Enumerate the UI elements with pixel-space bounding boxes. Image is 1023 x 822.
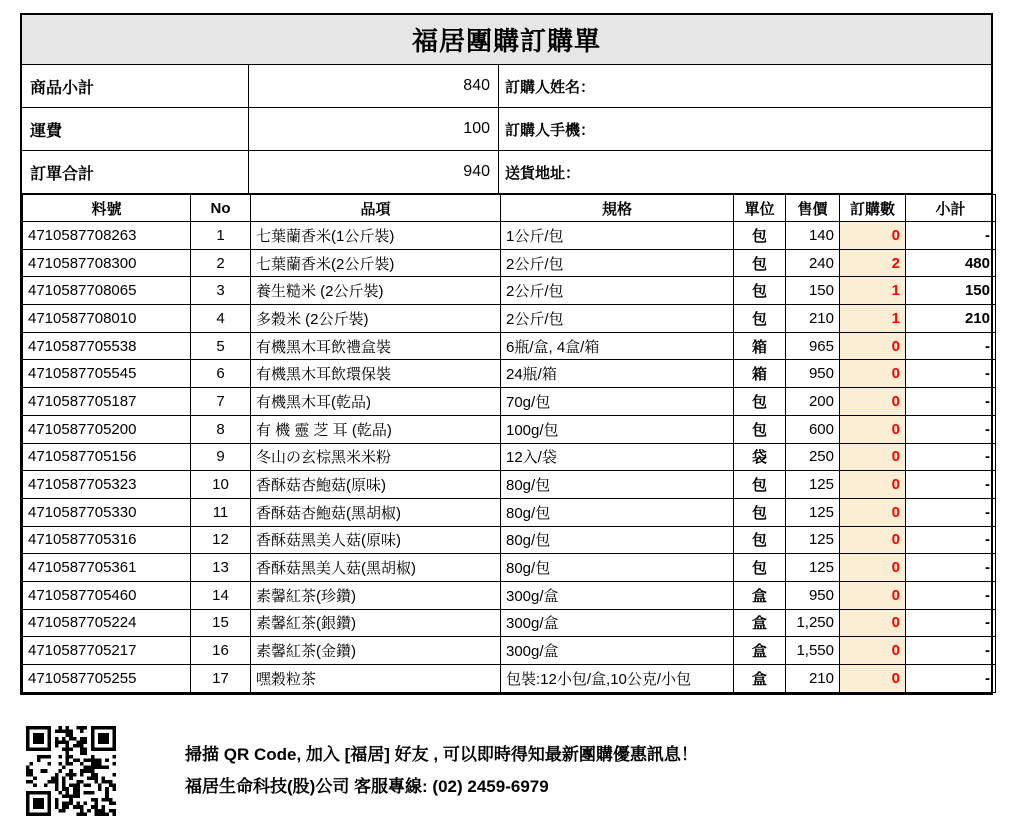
- subtotal-cell: -: [906, 498, 996, 526]
- item-name-cell: 有機黑木耳(乾品): [251, 388, 501, 416]
- spec-cell: 包裝:12小包/盒,10公克/小包: [501, 665, 734, 693]
- row-number-cell: 11: [191, 498, 251, 526]
- price-cell: 140: [786, 222, 840, 250]
- unit-cell: 包: [734, 222, 786, 250]
- subtotal-cell: -: [906, 665, 996, 693]
- qr-code: [26, 726, 116, 816]
- spec-cell: 6瓶/盒, 4盒/箱: [501, 332, 734, 360]
- row-number-cell: 17: [191, 665, 251, 693]
- part-number-cell: 4710587708300: [23, 249, 191, 277]
- subtotal-cell: 210: [906, 305, 996, 333]
- table-row: [23, 305, 996, 333]
- item-name-cell: 嘿穀粒茶: [251, 665, 501, 693]
- unit-cell: 盒: [734, 609, 786, 637]
- unit-cell: 箱: [734, 332, 786, 360]
- form-title: 福居團購訂購單: [22, 15, 991, 65]
- table-row: [23, 526, 996, 554]
- unit-cell: 箱: [734, 360, 786, 388]
- order-qty-cell[interactable]: 0: [840, 332, 906, 360]
- price-cell: 125: [786, 471, 840, 499]
- unit-cell: 包: [734, 471, 786, 499]
- price-cell: 1,550: [786, 637, 840, 665]
- unit-cell: 包: [734, 526, 786, 554]
- shipping-value: 100: [249, 108, 499, 150]
- subtotal-cell: -: [906, 222, 996, 250]
- order-qty-cell[interactable]: 0: [840, 581, 906, 609]
- table-row: [23, 637, 996, 665]
- unit-cell: 包: [734, 249, 786, 277]
- item-name-cell: 七葉蘭香米(2公斤裝): [251, 249, 501, 277]
- order-qty-cell[interactable]: 0: [840, 526, 906, 554]
- subtotal-label: 商品小計: [22, 65, 249, 107]
- table-row: [23, 249, 996, 277]
- spec-cell: 70g/包: [501, 388, 734, 416]
- table-row: [23, 360, 996, 388]
- order-qty-cell[interactable]: 0: [840, 360, 906, 388]
- row-number-cell: 3: [191, 277, 251, 305]
- row-number-cell: 2: [191, 249, 251, 277]
- header-order-qty: 訂購數: [840, 195, 906, 222]
- table-row: [23, 665, 996, 693]
- part-number-cell: 4710587705255: [23, 665, 191, 693]
- spec-cell: 1公斤/包: [501, 222, 734, 250]
- unit-cell: 包: [734, 415, 786, 443]
- spec-cell: 2公斤/包: [501, 249, 734, 277]
- subtotal-cell: -: [906, 332, 996, 360]
- header-part-number: 料號: [23, 195, 191, 222]
- item-name-cell: 香酥菇杏鮑菇(黑胡椒): [251, 498, 501, 526]
- part-number-cell: 4710587705224: [23, 609, 191, 637]
- part-number-cell: 4710587708010: [23, 305, 191, 333]
- row-number-cell: 13: [191, 554, 251, 582]
- order-form: [20, 13, 993, 695]
- row-number-cell: 12: [191, 526, 251, 554]
- spec-cell: 300g/盒: [501, 609, 734, 637]
- part-number-cell: 4710587705217: [23, 637, 191, 665]
- price-cell: 125: [786, 554, 840, 582]
- row-number-cell: 15: [191, 609, 251, 637]
- item-name-cell: 多穀米 (2公斤裝): [251, 305, 501, 333]
- item-name-cell: 香酥菇黑美人菇(原味): [251, 526, 501, 554]
- item-name-cell: 有機黑木耳飲環保裝: [251, 360, 501, 388]
- summary-row-subtotal: [22, 65, 991, 108]
- row-number-cell: 4: [191, 305, 251, 333]
- price-cell: 950: [786, 360, 840, 388]
- part-number-cell: 4710587705538: [23, 332, 191, 360]
- subtotal-cell: -: [906, 415, 996, 443]
- summary-row-total: [22, 151, 991, 194]
- order-qty-cell[interactable]: 0: [840, 498, 906, 526]
- subtotal-cell: 150: [906, 277, 996, 305]
- unit-cell: 包: [734, 305, 786, 333]
- item-name-cell: 素馨紅茶(珍鑽): [251, 581, 501, 609]
- unit-cell: 袋: [734, 443, 786, 471]
- spec-cell: 2公斤/包: [501, 305, 734, 333]
- table-row: [23, 415, 996, 443]
- order-total-value: 940: [249, 151, 499, 193]
- item-name-cell: 有機黑木耳飲禮盒裝: [251, 332, 501, 360]
- table-row: [23, 471, 996, 499]
- item-name-cell: 有 機 靈 芝 耳 (乾品): [251, 415, 501, 443]
- table-row: [23, 332, 996, 360]
- order-qty-cell[interactable]: 0: [840, 388, 906, 416]
- product-table-header-row: [23, 195, 996, 222]
- part-number-cell: 4710587705200: [23, 415, 191, 443]
- footer-text: [185, 739, 698, 803]
- price-cell: 950: [786, 581, 840, 609]
- price-cell: 210: [786, 665, 840, 693]
- footer-line-1: 掃描 QR Code, 加入 [福居] 好友 , 可以即時得知最新團購優惠訊息！: [185, 745, 698, 764]
- order-qty-cell[interactable]: 0: [840, 415, 906, 443]
- spec-cell: 12入/袋: [501, 443, 734, 471]
- spec-cell: 80g/包: [501, 471, 734, 499]
- order-qty-cell[interactable]: 0: [840, 609, 906, 637]
- item-name-cell: 七葉蘭香米(1公斤裝): [251, 222, 501, 250]
- item-name-cell: 養生糙米 (2公斤裝): [251, 277, 501, 305]
- order-qty-cell[interactable]: 0: [840, 554, 906, 582]
- part-number-cell: 4710587708065: [23, 277, 191, 305]
- subtotal-cell: -: [906, 609, 996, 637]
- unit-cell: 盒: [734, 637, 786, 665]
- part-number-cell: 4710587708263: [23, 222, 191, 250]
- table-row: [23, 581, 996, 609]
- subtotal-value: 840: [249, 65, 499, 107]
- footer: [0, 726, 1023, 816]
- price-cell: 210: [786, 305, 840, 333]
- part-number-cell: 4710587705361: [23, 554, 191, 582]
- spec-cell: 80g/包: [501, 498, 734, 526]
- price-cell: 250: [786, 443, 840, 471]
- table-row: [23, 498, 996, 526]
- shipping-label: 運費: [22, 108, 249, 150]
- buyer-name-field[interactable]: 訂購人姓名：: [505, 78, 596, 96]
- item-name-cell: 素馨紅茶(銀鑽): [251, 609, 501, 637]
- order-qty-cell[interactable]: 0: [840, 637, 906, 665]
- spec-cell: 24瓶/箱: [501, 360, 734, 388]
- order-qty-cell[interactable]: 0: [840, 222, 906, 250]
- part-number-cell: 4710587705316: [23, 526, 191, 554]
- table-row: [23, 554, 996, 582]
- unit-cell: 包: [734, 388, 786, 416]
- part-number-cell: 4710587705187: [23, 388, 191, 416]
- subtotal-cell: -: [906, 443, 996, 471]
- part-number-cell: 4710587705330: [23, 498, 191, 526]
- spec-cell: 300g/盒: [501, 581, 734, 609]
- order-qty-cell[interactable]: 0: [840, 443, 906, 471]
- header-item-name: 品項: [251, 195, 501, 222]
- table-row: [23, 443, 996, 471]
- unit-cell: 包: [734, 498, 786, 526]
- spec-cell: 100g/包: [501, 415, 734, 443]
- price-cell: 240: [786, 249, 840, 277]
- table-row: [23, 277, 996, 305]
- item-name-cell: 香酥菇黑美人菇(黑胡椒): [251, 554, 501, 582]
- footer-line-2: 福居生命科技(股)公司 客服專線: (02) 2459-6979: [185, 777, 549, 796]
- subtotal-cell: -: [906, 581, 996, 609]
- header-row-number: No: [191, 195, 251, 222]
- unit-cell: 包: [734, 554, 786, 582]
- row-number-cell: 5: [191, 332, 251, 360]
- buyer-phone-field[interactable]: 訂購人手機：: [505, 121, 596, 139]
- subtotal-cell: -: [906, 388, 996, 416]
- subtotal-cell: -: [906, 360, 996, 388]
- row-number-cell: 9: [191, 443, 251, 471]
- price-cell: 965: [786, 332, 840, 360]
- subtotal-cell: -: [906, 637, 996, 665]
- order-qty-cell[interactable]: 0: [840, 471, 906, 499]
- order-qty-cell[interactable]: 2: [840, 249, 906, 277]
- delivery-address-field[interactable]: 送貨地址：: [505, 164, 581, 182]
- product-table-body: [23, 222, 996, 693]
- unit-cell: 包: [734, 277, 786, 305]
- row-number-cell: 10: [191, 471, 251, 499]
- subtotal-cell: 480: [906, 249, 996, 277]
- price-cell: 600: [786, 415, 840, 443]
- order-qty-cell[interactable]: 1: [840, 305, 906, 333]
- price-cell: 125: [786, 498, 840, 526]
- price-cell: 200: [786, 388, 840, 416]
- summary-row-shipping: [22, 108, 991, 151]
- subtotal-cell: -: [906, 526, 996, 554]
- item-name-cell: 素馨紅茶(金鑽): [251, 637, 501, 665]
- row-number-cell: 16: [191, 637, 251, 665]
- table-row: [23, 222, 996, 250]
- row-number-cell: 6: [191, 360, 251, 388]
- price-cell: 150: [786, 277, 840, 305]
- header-price: 售價: [786, 195, 840, 222]
- spec-cell: 2公斤/包: [501, 277, 734, 305]
- row-number-cell: 8: [191, 415, 251, 443]
- part-number-cell: 4710587705156: [23, 443, 191, 471]
- row-number-cell: 1: [191, 222, 251, 250]
- part-number-cell: 4710587705460: [23, 581, 191, 609]
- spec-cell: 80g/包: [501, 554, 734, 582]
- item-name-cell: 香酥菇杏鮑菇(原味): [251, 471, 501, 499]
- spec-cell: 80g/包: [501, 526, 734, 554]
- unit-cell: 盒: [734, 581, 786, 609]
- order-total-label: 訂單合計: [22, 151, 249, 193]
- unit-cell: 盒: [734, 665, 786, 693]
- subtotal-cell: -: [906, 471, 996, 499]
- row-number-cell: 14: [191, 581, 251, 609]
- part-number-cell: 4710587705545: [23, 360, 191, 388]
- price-cell: 1,250: [786, 609, 840, 637]
- order-qty-cell[interactable]: 1: [840, 277, 906, 305]
- product-table: [22, 194, 996, 693]
- header-spec: 規格: [501, 195, 734, 222]
- table-row: [23, 388, 996, 416]
- price-cell: 125: [786, 526, 840, 554]
- item-name-cell: 冬山の玄棕黑米米粉: [251, 443, 501, 471]
- part-number-cell: 4710587705323: [23, 471, 191, 499]
- table-row: [23, 609, 996, 637]
- order-qty-cell[interactable]: 0: [840, 665, 906, 693]
- header-subtotal: 小計: [906, 195, 996, 222]
- subtotal-cell: -: [906, 554, 996, 582]
- spec-cell: 300g/盒: [501, 637, 734, 665]
- row-number-cell: 7: [191, 388, 251, 416]
- header-unit: 單位: [734, 195, 786, 222]
